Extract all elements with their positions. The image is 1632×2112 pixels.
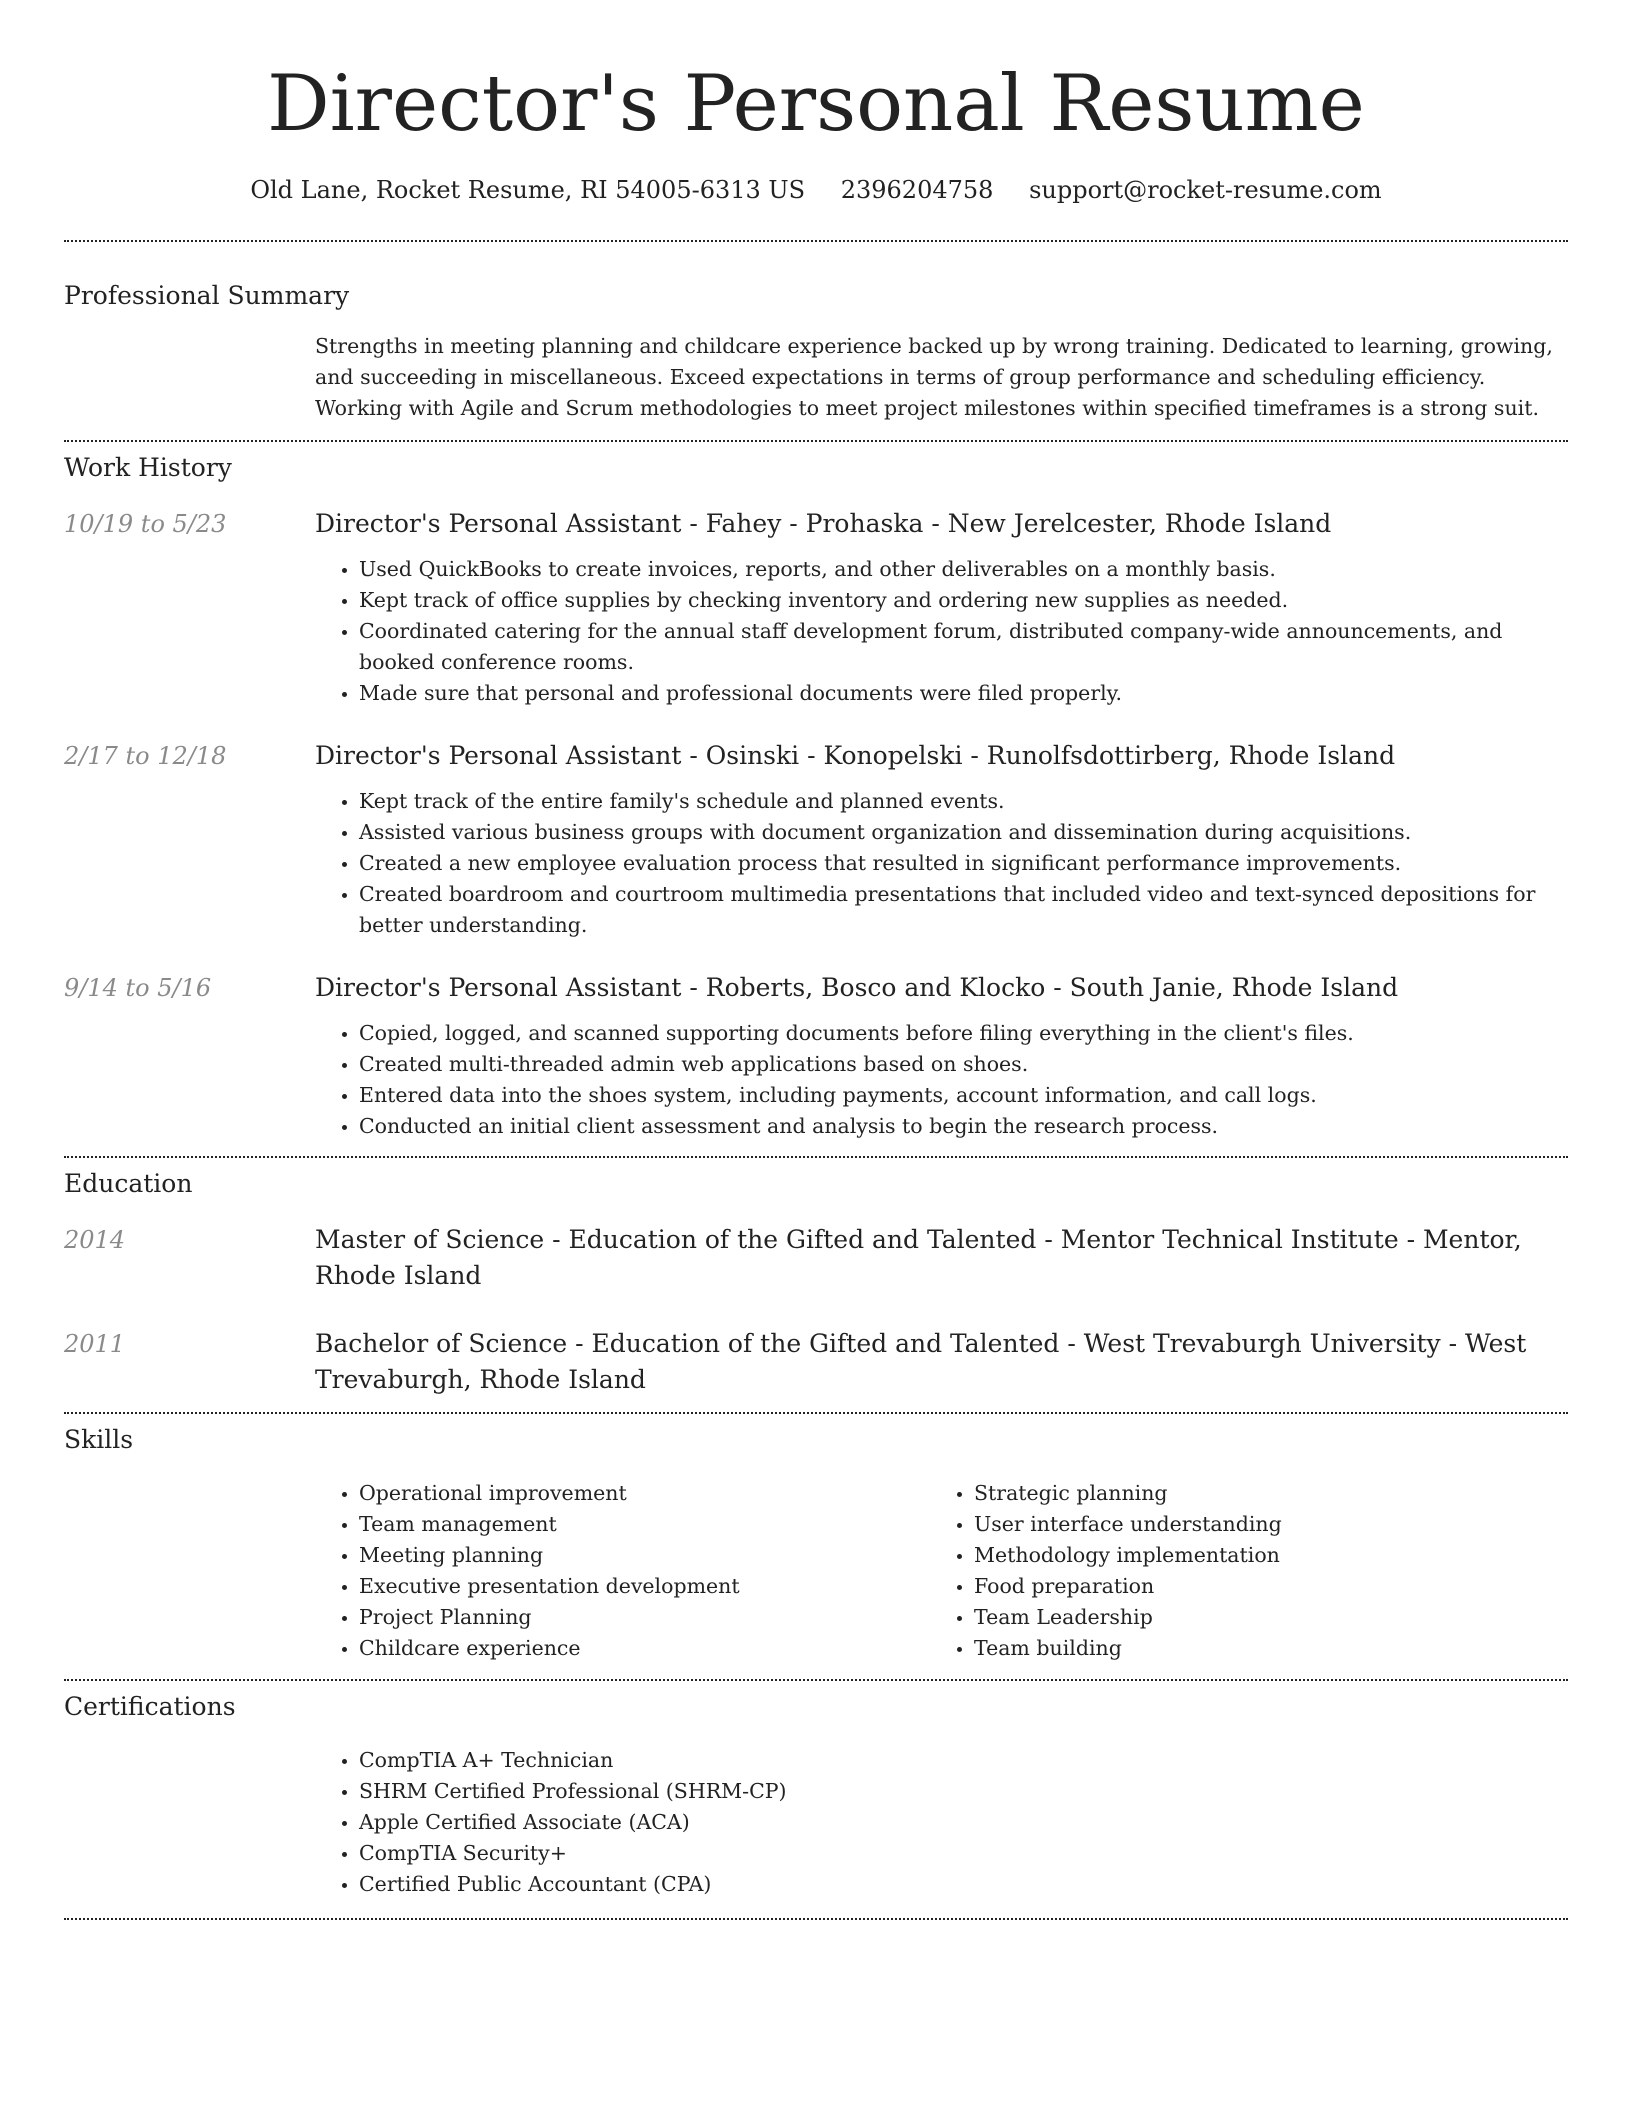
list-item: • Team building <box>974 1633 1545 1664</box>
contact-address: Old Lane, Rocket Resume, RI 54005-6313 US <box>250 176 806 204</box>
job-entry <box>64 506 1568 709</box>
list-item: • Made sure that personal and professional documents were filed properly. <box>359 678 1568 709</box>
list-item: • Team Leadership <box>974 1602 1545 1633</box>
job-role: Director's Personal Assistant <box>315 509 682 538</box>
contact-line <box>64 174 1568 206</box>
list-item: • Kept track of office supplies by checking inventory and ordering new supplies as needed. <box>359 585 1568 616</box>
list-item: • Project Planning <box>359 1602 930 1633</box>
resume-header <box>64 0 1568 206</box>
skills-list <box>930 1478 1545 1664</box>
list-item: • CompTIA Security+ <box>359 1838 1568 1869</box>
resume-name: Director's Personal Resume <box>267 59 1365 149</box>
skills-grid <box>315 1478 1568 1664</box>
job-details: - Fahey - Prohaska - New Jerelcester, Rhode Island <box>681 509 1332 538</box>
list-item: • SHRM Certified Professional (SHRM-CP) <box>359 1776 1568 1807</box>
list-item: • Apple Certified Associate (ACA) <box>359 1807 1568 1838</box>
job-role: Director's Personal Assistant <box>315 973 682 1002</box>
education-title <box>315 1326 1568 1398</box>
list-item: • Methodology implementation <box>974 1540 1545 1571</box>
section-title-education: Education <box>64 1169 193 1198</box>
skills-list <box>315 1478 930 1664</box>
list-item: • Food preparation <box>974 1571 1545 1602</box>
list-item: • Conducted an initial client assessment and analysis to begin the research process. <box>359 1111 1568 1142</box>
list-item: • Kept track of the entire family's schedule and planned events. <box>359 786 1568 817</box>
job-bullets <box>315 786 1568 941</box>
contact-email: support@rocket-resume.com <box>1029 176 1382 204</box>
list-item: • Certified Public Accountant (CPA) <box>359 1869 1568 1900</box>
skills-section <box>64 1414 1568 1679</box>
list-item: • Strategic planning <box>974 1478 1545 1509</box>
skills-column-right <box>930 1478 1545 1664</box>
section-title-work-history: Work History <box>64 453 232 482</box>
section-title-skills: Skills <box>64 1425 134 1454</box>
list-item: • Created a new employee evaluation process that resulted in significant performance improvements. <box>359 848 1568 879</box>
education-details: - West Trevaburgh University - West Trevaburgh, Rhode Island <box>315 1329 1527 1394</box>
list-item: • Assisted various business groups with document organization and dissemination during acquisitions. <box>359 817 1568 848</box>
list-item: • User interface understanding <box>974 1509 1545 1540</box>
education-title <box>315 1222 1568 1294</box>
certifications-list <box>315 1745 1568 1900</box>
divider <box>64 1918 1568 1920</box>
work-history-section <box>64 442 1568 1156</box>
job-title <box>315 970 1568 1006</box>
job-details: - Osinski - Konopelski - Runolfsdottirberg, Rhode Island <box>681 741 1396 770</box>
education-year: 2014 <box>64 1226 126 1254</box>
contact-phone: 2396204758 <box>840 176 994 204</box>
list-item: • Executive presentation development <box>359 1571 930 1602</box>
education-entry <box>64 1326 1568 1398</box>
education-degree: Bachelor of Science - Education of the Gifted and Talented <box>315 1329 1060 1358</box>
list-item: • Entered data into the shoes system, including payments, account information, and call logs. <box>359 1080 1568 1111</box>
education-degree: Master of Science - Education of the Gifted and Talented <box>315 1225 1037 1254</box>
education-year: 2011 <box>64 1330 126 1358</box>
job-entry <box>64 738 1568 941</box>
summary-text: Strengths in meeting planning and childcare experience backed up by wrong training. Dedicated to learning, growing, and succeeding in miscellaneous. Exceed expectations in terms of group performance and scheduling efficiency. Working with Agile and Scrum methodologies to meet project milestones within specified timeframes is a strong suit. <box>315 334 1553 420</box>
summary-section <box>64 242 1568 440</box>
education-entry <box>64 1222 1568 1294</box>
job-entry <box>64 970 1568 1142</box>
certifications-section <box>64 1681 1568 1918</box>
list-item: • Coordinated catering for the annual staff development forum, distributed company-wide announcements, and booked conference rooms. <box>359 616 1568 678</box>
list-item: • Created multi-threaded admin web applications based on shoes. <box>359 1049 1568 1080</box>
resume-page <box>64 0 1568 1920</box>
job-title <box>315 738 1568 774</box>
job-details: - Roberts, Bosco and Klocko - South Janie, Rhode Island <box>681 973 1399 1002</box>
section-title-certifications: Certifications <box>64 1692 236 1721</box>
job-title <box>315 506 1568 542</box>
list-item: • Team management <box>359 1509 930 1540</box>
section-title-summary: Professional Summary <box>64 281 350 310</box>
list-item: • Created boardroom and courtroom multimedia presentations that included video and text-synced depositions for better understanding. <box>359 879 1568 941</box>
list-item: • CompTIA A+ Technician <box>359 1745 1568 1776</box>
list-item: • Operational improvement <box>359 1478 930 1509</box>
list-item: • Meeting planning <box>359 1540 930 1571</box>
job-dates: 9/14 to 5/16 <box>64 974 212 1002</box>
job-dates: 10/19 to 5/23 <box>64 510 227 538</box>
job-bullets <box>315 554 1568 709</box>
list-item: • Copied, logged, and scanned supporting documents before filing everything in the client's files. <box>359 1018 1568 1049</box>
list-item: • Childcare experience <box>359 1633 930 1664</box>
job-bullets <box>315 1018 1568 1142</box>
education-section <box>64 1158 1568 1412</box>
job-dates: 2/17 to 12/18 <box>64 742 227 770</box>
job-role: Director's Personal Assistant <box>315 741 682 770</box>
education-details: - Mentor Technical Institute - Mentor, Rhode Island <box>315 1225 1522 1290</box>
skills-column-left <box>315 1478 930 1664</box>
list-item: • Used QuickBooks to create invoices, reports, and other deliverables on a monthly basis. <box>359 554 1568 585</box>
